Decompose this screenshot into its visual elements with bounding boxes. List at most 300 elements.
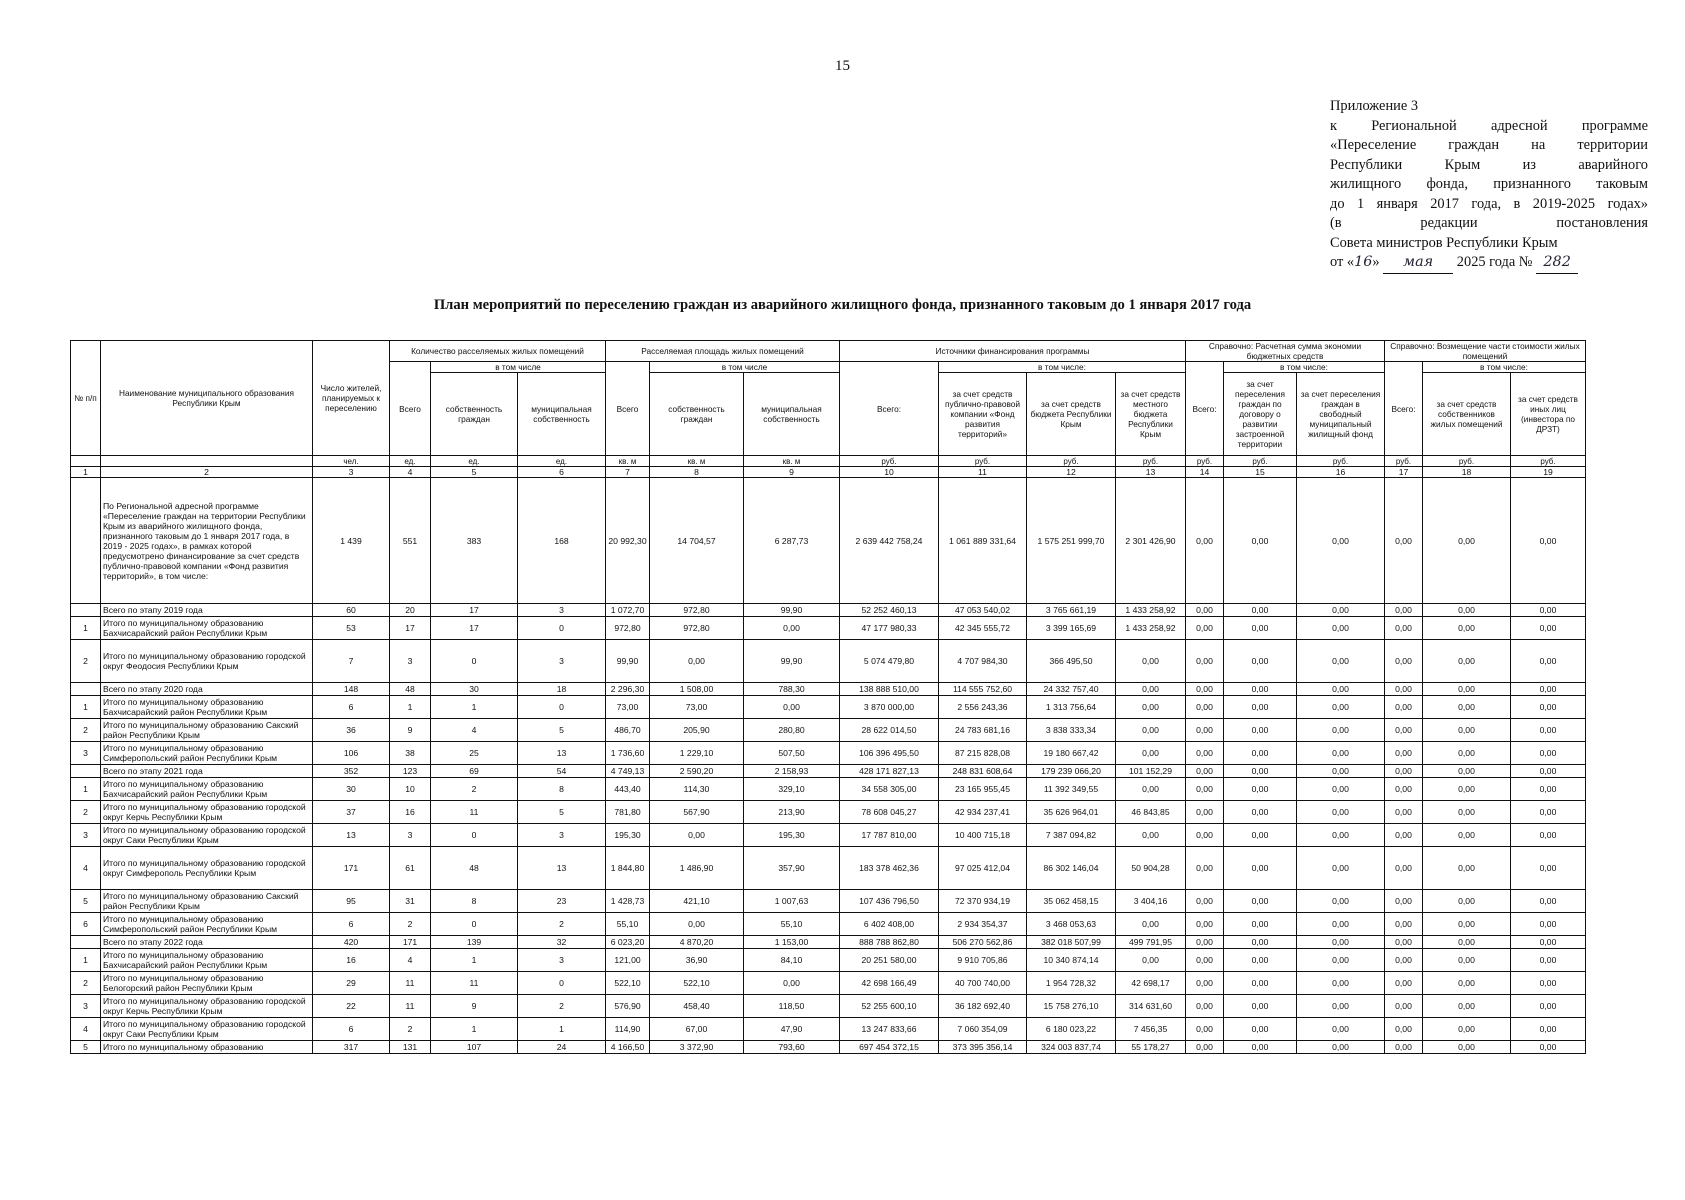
row-value: 2 — [431, 778, 518, 801]
column-number: 1 — [71, 467, 101, 478]
row-value: 0 — [518, 617, 606, 640]
unit-cell — [71, 456, 101, 467]
row-value: 0,00 — [1385, 1018, 1423, 1041]
header-fin-total: Всего: — [840, 362, 939, 456]
table-row — [71, 742, 1586, 765]
row-value: 19 180 667,42 — [1027, 742, 1116, 765]
row-value: 0,00 — [1224, 949, 1297, 972]
row-value: 7 — [313, 640, 390, 683]
row-value: 1 954 728,32 — [1027, 972, 1116, 995]
row-value: 0,00 — [1511, 1041, 1586, 1054]
row-value: 5 — [518, 719, 606, 742]
row-value: 67,00 — [650, 1018, 744, 1041]
row-value: 0,00 — [1186, 617, 1224, 640]
row-value: 0,00 — [1186, 972, 1224, 995]
row-value: 9 — [431, 995, 518, 1018]
row-value: 17 — [431, 617, 518, 640]
row-value: 2 590,20 — [650, 765, 744, 778]
row-value: 47,90 — [744, 1018, 840, 1041]
row-number: 1 — [71, 778, 101, 801]
row-value: 0,00 — [1297, 604, 1385, 617]
header-fin-incl: в том числе: — [939, 362, 1186, 373]
row-number: 4 — [71, 1018, 101, 1041]
row-value: 99,90 — [744, 604, 840, 617]
row-value: 0,00 — [1511, 801, 1586, 824]
row-value: 1 — [431, 949, 518, 972]
row-value: 0,00 — [1186, 742, 1224, 765]
row-value: 0,00 — [1423, 936, 1511, 949]
header-fund: за счет средств публично-правовой компании «Фонд развития территорий» — [939, 373, 1027, 456]
row-value: 87 215 828,08 — [939, 742, 1027, 765]
header-rooms-total: Всего — [390, 362, 431, 456]
unit-cell: ед. — [431, 456, 518, 467]
row-number: 3 — [71, 824, 101, 847]
row-value: 486,70 — [606, 719, 650, 742]
column-number: 10 — [840, 467, 939, 478]
row-value: 42 934 237,41 — [939, 801, 1027, 824]
table-row — [71, 936, 1586, 949]
header-rooms-group: Количество расселяемых жилых помещений — [390, 341, 606, 362]
row-value: 373 395 356,14 — [939, 1041, 1027, 1054]
row-value: 383 — [431, 478, 518, 604]
row-value: 42 698,17 — [1116, 972, 1186, 995]
row-number: 5 — [71, 1041, 101, 1054]
row-value: 0,00 — [1423, 765, 1511, 778]
row-value: 0,00 — [650, 640, 744, 683]
row-value: 29 — [313, 972, 390, 995]
header-budget-rk: за счет средств бюджета Республики Крым — [1027, 373, 1116, 456]
row-value: 0,00 — [1186, 778, 1224, 801]
row-value: 551 — [390, 478, 431, 604]
row-value: 106 — [313, 742, 390, 765]
appendix-line: к Региональной адресной программе — [1330, 117, 1648, 134]
row-value: 0,00 — [1297, 719, 1385, 742]
row-value: 317 — [313, 1041, 390, 1054]
row-value: 0,00 — [1297, 936, 1385, 949]
header-comp-incl: в том числе: — [1423, 362, 1586, 373]
table-row — [71, 696, 1586, 719]
row-number — [71, 683, 101, 696]
row-value: 0,00 — [1511, 936, 1586, 949]
row-value: 99,90 — [744, 640, 840, 683]
row-value: 0,00 — [1385, 478, 1423, 604]
row-value: 0,00 — [1224, 617, 1297, 640]
column-number: 7 — [606, 467, 650, 478]
row-value: 0,00 — [1186, 949, 1224, 972]
row-value: 2 639 442 758,24 — [840, 478, 939, 604]
row-value: 3 838 333,34 — [1027, 719, 1116, 742]
row-value: 0,00 — [1116, 719, 1186, 742]
row-value: 0,00 — [1224, 696, 1297, 719]
row-value: 118,50 — [744, 995, 840, 1018]
row-value: 567,90 — [650, 801, 744, 824]
row-value: 9 910 705,86 — [939, 949, 1027, 972]
row-value: 47 053 540,02 — [939, 604, 1027, 617]
row-value: 0,00 — [1423, 824, 1511, 847]
row-value: 0,00 — [1116, 778, 1186, 801]
row-value: 1 229,10 — [650, 742, 744, 765]
header-own-municipal: муниципальная собственность — [518, 373, 606, 456]
row-value: 1 575 251 999,70 — [1027, 478, 1116, 604]
column-number: 5 — [431, 467, 518, 478]
row-name: Итого по муниципальному образованию городской округ Феодосия Республики Крым — [101, 640, 313, 683]
row-value: 107 436 796,50 — [840, 890, 939, 913]
column-number: 6 — [518, 467, 606, 478]
row-value: 50 904,28 — [1116, 847, 1186, 890]
row-value: 3 765 661,19 — [1027, 604, 1116, 617]
row-value: 14 704,57 — [650, 478, 744, 604]
row-value: 6 402 408,00 — [840, 913, 939, 936]
row-value: 148 — [313, 683, 390, 696]
row-name: Итого по муниципальному образованию городской округ Саки Республики Крым — [101, 1018, 313, 1041]
row-value: 10 — [390, 778, 431, 801]
row-value: 0,00 — [1186, 478, 1224, 604]
row-value: 168 — [518, 478, 606, 604]
row-value: 0,00 — [1297, 1041, 1385, 1054]
unit-cell: руб. — [840, 456, 939, 467]
row-value: 0,00 — [1423, 617, 1511, 640]
column-number: 11 — [939, 467, 1027, 478]
column-number: 2 — [101, 467, 313, 478]
column-number: 19 — [1511, 467, 1586, 478]
row-value: 0,00 — [1511, 765, 1586, 778]
row-value: 32 — [518, 936, 606, 949]
row-value: 52 255 600,10 — [840, 995, 939, 1018]
row-value: 11 — [431, 801, 518, 824]
row-value: 0,00 — [1423, 604, 1511, 617]
unit-cell: руб. — [1116, 456, 1186, 467]
column-number: 12 — [1027, 467, 1116, 478]
row-value: 195,30 — [606, 824, 650, 847]
row-value: 36 — [313, 719, 390, 742]
unit-cell: руб. — [939, 456, 1027, 467]
header-compensation-group: Справочно: Возмещение части стоимости жилых помещений — [1385, 341, 1586, 362]
row-value: 35 626 964,01 — [1027, 801, 1116, 824]
row-value: 0,00 — [1224, 972, 1297, 995]
row-name: Итого по муниципальному образованию Сакский район Республики Крым — [101, 719, 313, 742]
appendix-line: жилищного фонда, признанного таковым — [1330, 176, 1648, 192]
row-name: Итого по муниципальному образованию — [101, 1041, 313, 1054]
unit-cell: ед. — [518, 456, 606, 467]
row-value: 1 433 258,92 — [1116, 617, 1186, 640]
appendix-line: Республики Крым из аварийного — [1330, 156, 1648, 173]
row-value: 195,30 — [744, 824, 840, 847]
row-value: 48 — [390, 683, 431, 696]
row-number — [71, 604, 101, 617]
unit-cell: руб. — [1186, 456, 1224, 467]
row-value: 4 870,20 — [650, 936, 744, 949]
unit-cell: кв. м — [606, 456, 650, 467]
page-number: 15 — [835, 58, 850, 74]
row-value: 352 — [313, 765, 390, 778]
table-row — [71, 765, 1586, 778]
column-number: 8 — [650, 467, 744, 478]
unit-cell: руб. — [1224, 456, 1297, 467]
row-value: 16 — [313, 949, 390, 972]
row-value: 6 023,20 — [606, 936, 650, 949]
row-value: 11 — [390, 995, 431, 1018]
row-value: 8 — [518, 778, 606, 801]
row-value: 0,00 — [1423, 1018, 1511, 1041]
row-value: 382 018 507,99 — [1027, 936, 1116, 949]
row-value: 0,00 — [1224, 604, 1297, 617]
row-value: 0,00 — [1297, 765, 1385, 778]
row-value: 11 — [431, 972, 518, 995]
row-value: 1 — [390, 696, 431, 719]
row-value: 0,00 — [1385, 640, 1423, 683]
column-number: 14 — [1186, 467, 1224, 478]
row-value: 0,00 — [1224, 778, 1297, 801]
row-value: 0,00 — [1186, 890, 1224, 913]
row-value: 17 787 810,00 — [840, 824, 939, 847]
row-value: 37 — [313, 801, 390, 824]
row-value: 0,00 — [1385, 824, 1423, 847]
row-value: 6 — [313, 1018, 390, 1041]
row-value: 1 061 889 331,64 — [939, 478, 1027, 604]
appendix-date-line — [1330, 253, 1648, 274]
row-value: 0,00 — [1297, 742, 1385, 765]
row-value: 507,50 — [744, 742, 840, 765]
row-value: 23 165 955,45 — [939, 778, 1027, 801]
row-value: 0,00 — [1186, 696, 1224, 719]
row-value: 1 — [518, 1018, 606, 1041]
row-value: 3 — [390, 640, 431, 683]
row-value: 0,00 — [1511, 617, 1586, 640]
row-value: 0,00 — [1297, 778, 1385, 801]
table-row — [71, 617, 1586, 640]
row-number: 1 — [71, 617, 101, 640]
row-value: 131 — [390, 1041, 431, 1054]
row-value: 40 700 740,00 — [939, 972, 1027, 995]
table-row — [71, 778, 1586, 801]
row-value: 25 — [431, 742, 518, 765]
row-value: 0,00 — [1224, 742, 1297, 765]
row-value: 0,00 — [1116, 913, 1186, 936]
row-value: 0,00 — [1385, 719, 1423, 742]
row-value: 0,00 — [1385, 604, 1423, 617]
row-value: 972,80 — [650, 604, 744, 617]
row-value: 0,00 — [1224, 478, 1297, 604]
row-value: 2 301 426,90 — [1116, 478, 1186, 604]
row-value: 3 — [390, 824, 431, 847]
row-name: Итого по муниципальному образованию Симферопольский район Республики Крым — [101, 913, 313, 936]
row-value: 121,00 — [606, 949, 650, 972]
row-value: 0,00 — [1423, 640, 1511, 683]
unit-cell: руб. — [1511, 456, 1586, 467]
row-value: 11 — [390, 972, 431, 995]
row-value: 42 345 555,72 — [939, 617, 1027, 640]
row-number — [71, 765, 101, 778]
row-value: 123 — [390, 765, 431, 778]
row-value: 0,00 — [1423, 1041, 1511, 1054]
row-value: 6 — [313, 913, 390, 936]
row-value: 0,00 — [1186, 719, 1224, 742]
row-value: 38 — [390, 742, 431, 765]
row-value: 13 — [518, 847, 606, 890]
row-value: 0,00 — [1224, 913, 1297, 936]
row-value: 788,30 — [744, 683, 840, 696]
row-value: 101 152,29 — [1116, 765, 1186, 778]
row-value: 35 062 458,15 — [1027, 890, 1116, 913]
row-value: 0,00 — [1511, 640, 1586, 683]
row-value: 0,00 — [1186, 995, 1224, 1018]
row-value: 7 060 354,09 — [939, 1018, 1027, 1041]
row-value: 36 182 692,40 — [939, 995, 1027, 1018]
row-value: 0,00 — [1423, 949, 1511, 972]
header-econ-1: за счет переселения граждан по договору о развитии застроенной территории — [1224, 373, 1297, 456]
row-value: 506 270 562,86 — [939, 936, 1027, 949]
row-value: 522,10 — [606, 972, 650, 995]
row-value: 0,00 — [1511, 719, 1586, 742]
row-value: 0,00 — [1423, 995, 1511, 1018]
row-value: 179 239 066,20 — [1027, 765, 1116, 778]
program-table — [70, 340, 1586, 1054]
row-value: 3 372,90 — [650, 1041, 744, 1054]
header-num: № п/п — [71, 341, 101, 456]
table-row — [71, 604, 1586, 617]
row-value: 0,00 — [1385, 683, 1423, 696]
unit-cell: кв. м — [650, 456, 744, 467]
row-value: 697 454 372,15 — [840, 1041, 939, 1054]
row-number: 4 — [71, 847, 101, 890]
row-number: 2 — [71, 640, 101, 683]
row-value: 0,00 — [1224, 765, 1297, 778]
table-row — [71, 824, 1586, 847]
row-value: 10 400 715,18 — [939, 824, 1027, 847]
header-area-incl: в том числе — [650, 362, 840, 373]
row-name: Итого по муниципальному образованию Сакский район Республики Крым — [101, 890, 313, 913]
row-name: Итого по муниципальному образованию городской округ Симферополь Республики Крым — [101, 847, 313, 890]
row-name: Всего по этапу 2022 года — [101, 936, 313, 949]
row-value: 1 736,60 — [606, 742, 650, 765]
row-value: 0,00 — [1385, 890, 1423, 913]
row-value: 0,00 — [1116, 696, 1186, 719]
row-value: 55,10 — [744, 913, 840, 936]
row-value: 0,00 — [1116, 949, 1186, 972]
column-number: 9 — [744, 467, 840, 478]
row-value: 0,00 — [1297, 913, 1385, 936]
row-value: 0,00 — [1423, 719, 1511, 742]
row-value: 0,00 — [1511, 604, 1586, 617]
row-value: 0,00 — [1423, 683, 1511, 696]
unit-cell: чел. — [313, 456, 390, 467]
row-value: 0,00 — [1423, 890, 1511, 913]
table-row — [71, 801, 1586, 824]
row-value: 6 — [313, 696, 390, 719]
row-value: 30 — [431, 683, 518, 696]
row-name: Итого по муниципальному образованию Бахчисарайский район Республики Крым — [101, 778, 313, 801]
row-value: 1 433 258,92 — [1116, 604, 1186, 617]
row-value: 0,00 — [1224, 801, 1297, 824]
row-value: 3 — [518, 640, 606, 683]
row-value: 52 252 460,13 — [840, 604, 939, 617]
row-value: 0,00 — [1385, 972, 1423, 995]
row-value: 0 — [431, 640, 518, 683]
row-value: 3 399 165,69 — [1027, 617, 1116, 640]
row-value: 138 888 510,00 — [840, 683, 939, 696]
row-value: 61 — [390, 847, 431, 890]
row-value: 0,00 — [1186, 824, 1224, 847]
row-value: 314 631,60 — [1116, 995, 1186, 1018]
row-value: 0,00 — [1511, 696, 1586, 719]
row-value: 34 558 305,00 — [840, 778, 939, 801]
appendix-line: (в редакции постановления — [1330, 215, 1648, 231]
row-value: 2 296,30 — [606, 683, 650, 696]
row-value: 46 843,85 — [1116, 801, 1186, 824]
row-number: 2 — [71, 972, 101, 995]
header-comp-1: за счет средств собственников жилых помещений — [1423, 373, 1511, 456]
row-value: 0,00 — [1224, 936, 1297, 949]
row-value: 23 — [518, 890, 606, 913]
row-number: 6 — [71, 913, 101, 936]
row-value: 1 007,63 — [744, 890, 840, 913]
row-name: Итого по муниципальному образованию городской округ Керчь Республики Крым — [101, 801, 313, 824]
row-value: 0,00 — [1186, 936, 1224, 949]
table-row — [71, 1018, 1586, 1041]
column-number: 13 — [1116, 467, 1186, 478]
column-number: 17 — [1385, 467, 1423, 478]
row-value: 2 158,93 — [744, 765, 840, 778]
unit-cell: руб. — [1297, 456, 1385, 467]
row-value: 0,00 — [744, 972, 840, 995]
row-value: 0,00 — [1511, 972, 1586, 995]
row-value: 0,00 — [650, 913, 744, 936]
table-row — [71, 949, 1586, 972]
row-value: 0,00 — [1224, 1041, 1297, 1054]
row-value: 0,00 — [1297, 847, 1385, 890]
row-value: 2 — [390, 1018, 431, 1041]
row-value: 0,00 — [1116, 824, 1186, 847]
row-value: 24 783 681,16 — [939, 719, 1027, 742]
row-value: 99,90 — [606, 640, 650, 683]
row-number: 1 — [71, 696, 101, 719]
row-value: 0,00 — [1385, 801, 1423, 824]
row-value: 0,00 — [1186, 1041, 1224, 1054]
row-value: 69 — [431, 765, 518, 778]
row-value: 0,00 — [1186, 640, 1224, 683]
handwritten-month: мая — [1383, 253, 1453, 274]
column-number: 16 — [1297, 467, 1385, 478]
table-row — [71, 913, 1586, 936]
row-value: 15 758 276,10 — [1027, 995, 1116, 1018]
row-value: 0,00 — [744, 696, 840, 719]
row-value: 4 — [431, 719, 518, 742]
row-value: 0,00 — [1186, 913, 1224, 936]
row-value: 5 — [518, 801, 606, 824]
row-number: 5 — [71, 890, 101, 913]
row-value: 0,00 — [744, 617, 840, 640]
row-value: 248 831 608,64 — [939, 765, 1027, 778]
row-value: 2 — [390, 913, 431, 936]
row-value: 0,00 — [1224, 719, 1297, 742]
row-value: 280,80 — [744, 719, 840, 742]
row-name: Всего по этапу 2020 года — [101, 683, 313, 696]
header-name: Наименование муниципального образования Республики Крым — [101, 341, 313, 456]
row-value: 36,90 — [650, 949, 744, 972]
row-value: 48 — [431, 847, 518, 890]
row-value: 139 — [431, 936, 518, 949]
unit-cell: ед. — [390, 456, 431, 467]
handwritten-day: 16 — [1354, 254, 1373, 270]
row-number: 3 — [71, 995, 101, 1018]
row-value: 3 468 053,63 — [1027, 913, 1116, 936]
date-mid: » — [1372, 254, 1384, 270]
header-comp-total: Всего: — [1385, 362, 1423, 456]
unit-cell: руб. — [1385, 456, 1423, 467]
row-value: 11 392 349,55 — [1027, 778, 1116, 801]
row-value: 888 788 862,80 — [840, 936, 939, 949]
row-number — [71, 478, 101, 604]
